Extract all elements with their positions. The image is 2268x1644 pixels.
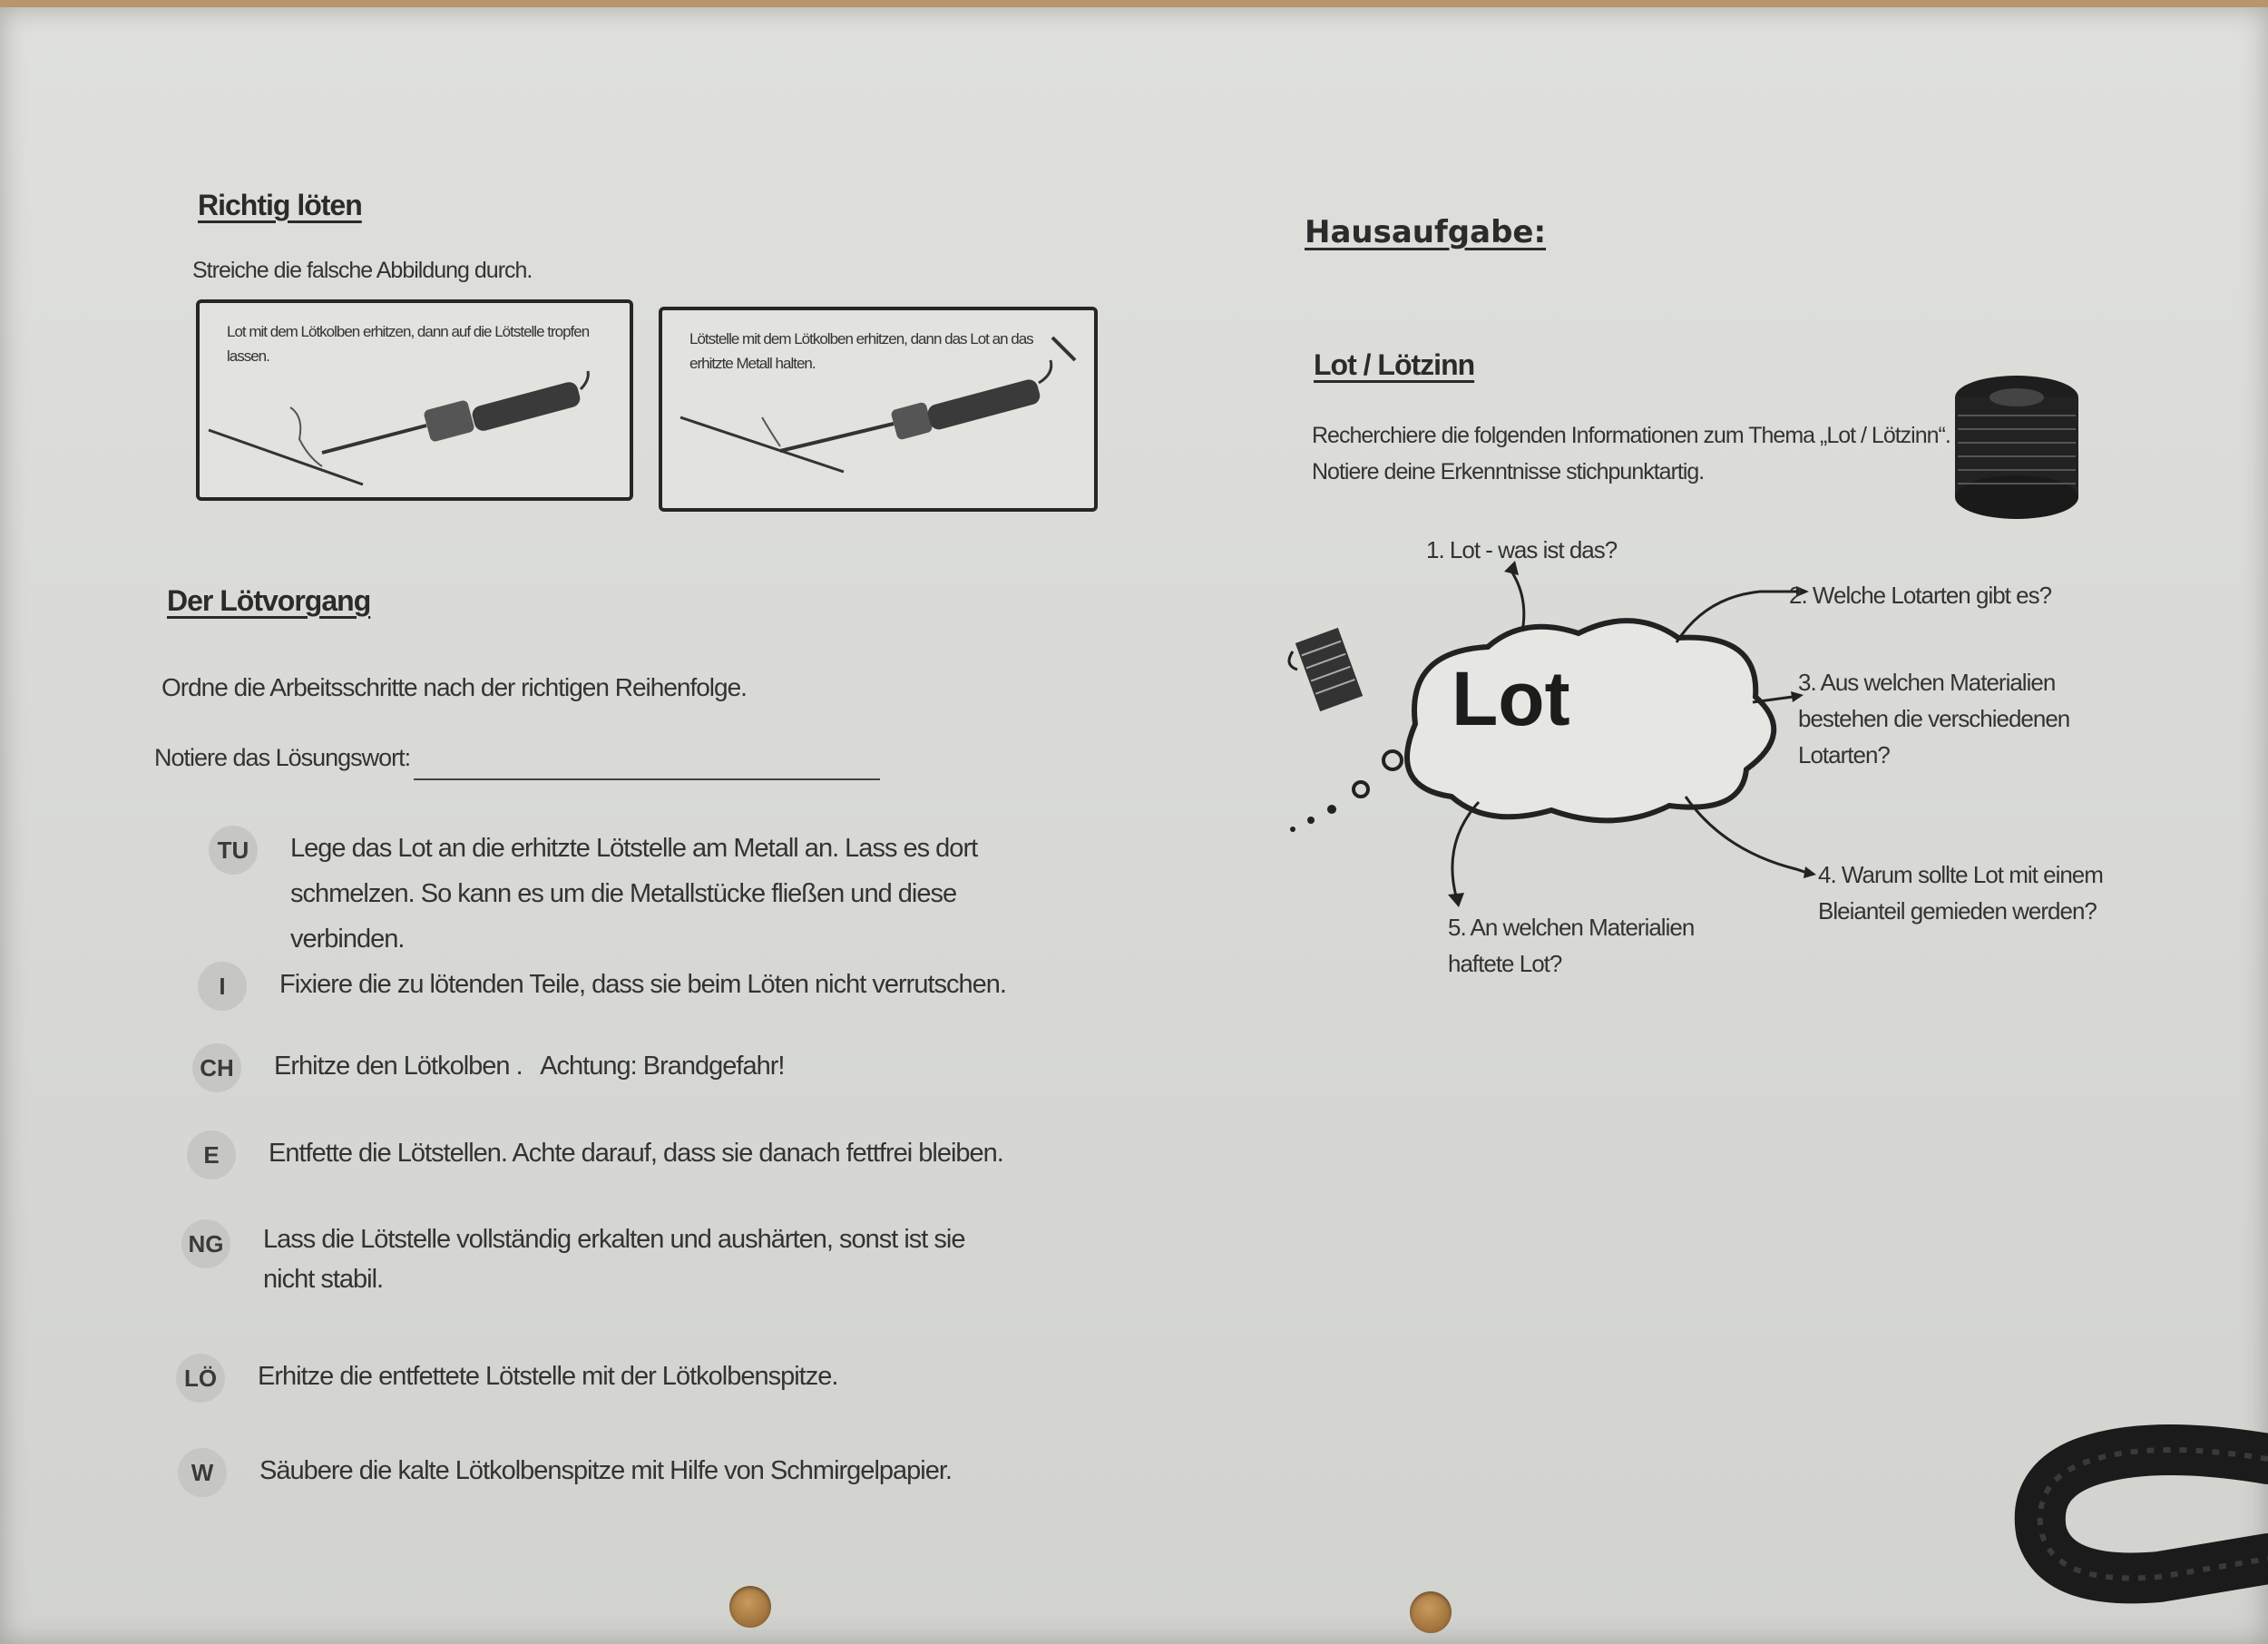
topic-title: Lot / Lötzinn: [1314, 348, 1475, 381]
step-item: [178, 1448, 1085, 1502]
mindmap-question-3: 3. Aus welchen Materialien bestehen die verschiedenen Lotarten?: [1798, 669, 2070, 768]
step-text: Lege das Lot an die erhitzte Lötstelle am Metall an. Lass es dort schmelzen. So kann es um die Metallstücke fließen und diese verbinden.: [290, 834, 978, 954]
step-letter: E: [187, 1130, 236, 1179]
illustration-caption-2: Lötstelle mit dem Lötkolben erhitzen, dann das Lot an das erhitzte Metall halten.: [689, 330, 1033, 372]
step-letter: I: [198, 962, 247, 1011]
step-item: [176, 1354, 1083, 1408]
illustration-box-wrong: [196, 299, 633, 501]
illustration-box-correct: [659, 307, 1098, 512]
topic-instruction-2: Notiere deine Erkenntnisse stichpunktartig.: [1312, 459, 1705, 484]
thought-bubble-4: [1307, 817, 1315, 824]
punch-hole-left: [729, 1586, 771, 1628]
step-text: Lass die Lötstelle vollständig erkalten und aushärten, sonst ist sie nicht stabil.: [263, 1225, 965, 1294]
mindmap-center-word: Lot: [1452, 656, 1570, 741]
step-text: Erhitze die entfettete Lötstelle mit der Lötkolbenspitze.: [258, 1362, 838, 1391]
thought-bubble-3: [1327, 805, 1336, 814]
step-item: [209, 826, 1043, 954]
cable-object: [1887, 1404, 2268, 1640]
mini-spool-icon: [1289, 628, 1363, 711]
step-text: Erhitze den Lötkolben . Achtung: Brandgefahr!: [274, 1052, 785, 1081]
thought-bubble-5: [1290, 827, 1295, 832]
step-letter: CH: [192, 1043, 241, 1092]
instruction-order-steps: Ordne die Arbeitsschritte nach der richtigen Reihenfolge.: [161, 673, 747, 701]
step-text: Fixiere die zu lötenden Teile, dass sie beim Löten nicht verrutschen.: [279, 970, 1006, 999]
mindmap-question-4: 4. Warum sollte Lot mit einem Bleianteil gemieden werden?: [1818, 861, 2103, 925]
step-letter: W: [178, 1448, 227, 1497]
section-title-loetvorgang: Der Lötvorgang: [167, 584, 371, 617]
mindmap-question-5: 5. An welchen Materialien haftete Lot?: [1448, 914, 1695, 977]
instruction-cross-out: Streiche die falsche Abbildung durch.: [192, 258, 533, 283]
solder-spool-icon: [1949, 370, 2085, 524]
worksheet-page: [0, 7, 2268, 1644]
soldering-iron-illustration-1: [200, 303, 630, 497]
step-item: [198, 962, 1105, 1016]
step-item: [181, 1219, 998, 1294]
step-letter: LÖ: [176, 1354, 225, 1403]
step-item: [187, 1130, 1094, 1185]
mindmap-question-1: 1. Lot - was ist das?: [1426, 536, 1618, 563]
homework-title: Hausaufgabe:: [1305, 214, 1547, 250]
step-letter: NG: [181, 1219, 230, 1268]
step-letter: TU: [209, 826, 258, 875]
topic-instruction-1: Recherchiere die folgenden Informationen zum Thema „Lot / Lötzinn“.: [1312, 423, 1950, 448]
punch-hole-right: [1410, 1591, 1452, 1633]
thought-bubble-2: [1354, 782, 1368, 797]
step-item: [192, 1043, 1100, 1098]
section-title-richtig-loeten: Richtig löten: [198, 189, 362, 221]
step-text: Säubere die kalte Lötkolbenspitze mit Hilfe von Schmirgelpapier.: [259, 1456, 952, 1485]
solution-word-label: Notiere das Lösungswort:: [154, 744, 411, 771]
illustration-caption-1: Lot mit dem Lötkolben erhitzen, dann auf die Lötstelle tropfen lassen.: [227, 323, 590, 365]
solution-word-line[interactable]: [414, 778, 880, 780]
soldering-iron-illustration-2: [662, 310, 1094, 508]
thought-bubble-1: [1383, 751, 1402, 769]
step-text: Entfette die Lötstellen. Achte darauf, dass sie danach fettfrei bleiben.: [269, 1139, 1003, 1168]
mindmap-question-2: 2. Welche Lotarten gibt es?: [1789, 582, 2052, 609]
